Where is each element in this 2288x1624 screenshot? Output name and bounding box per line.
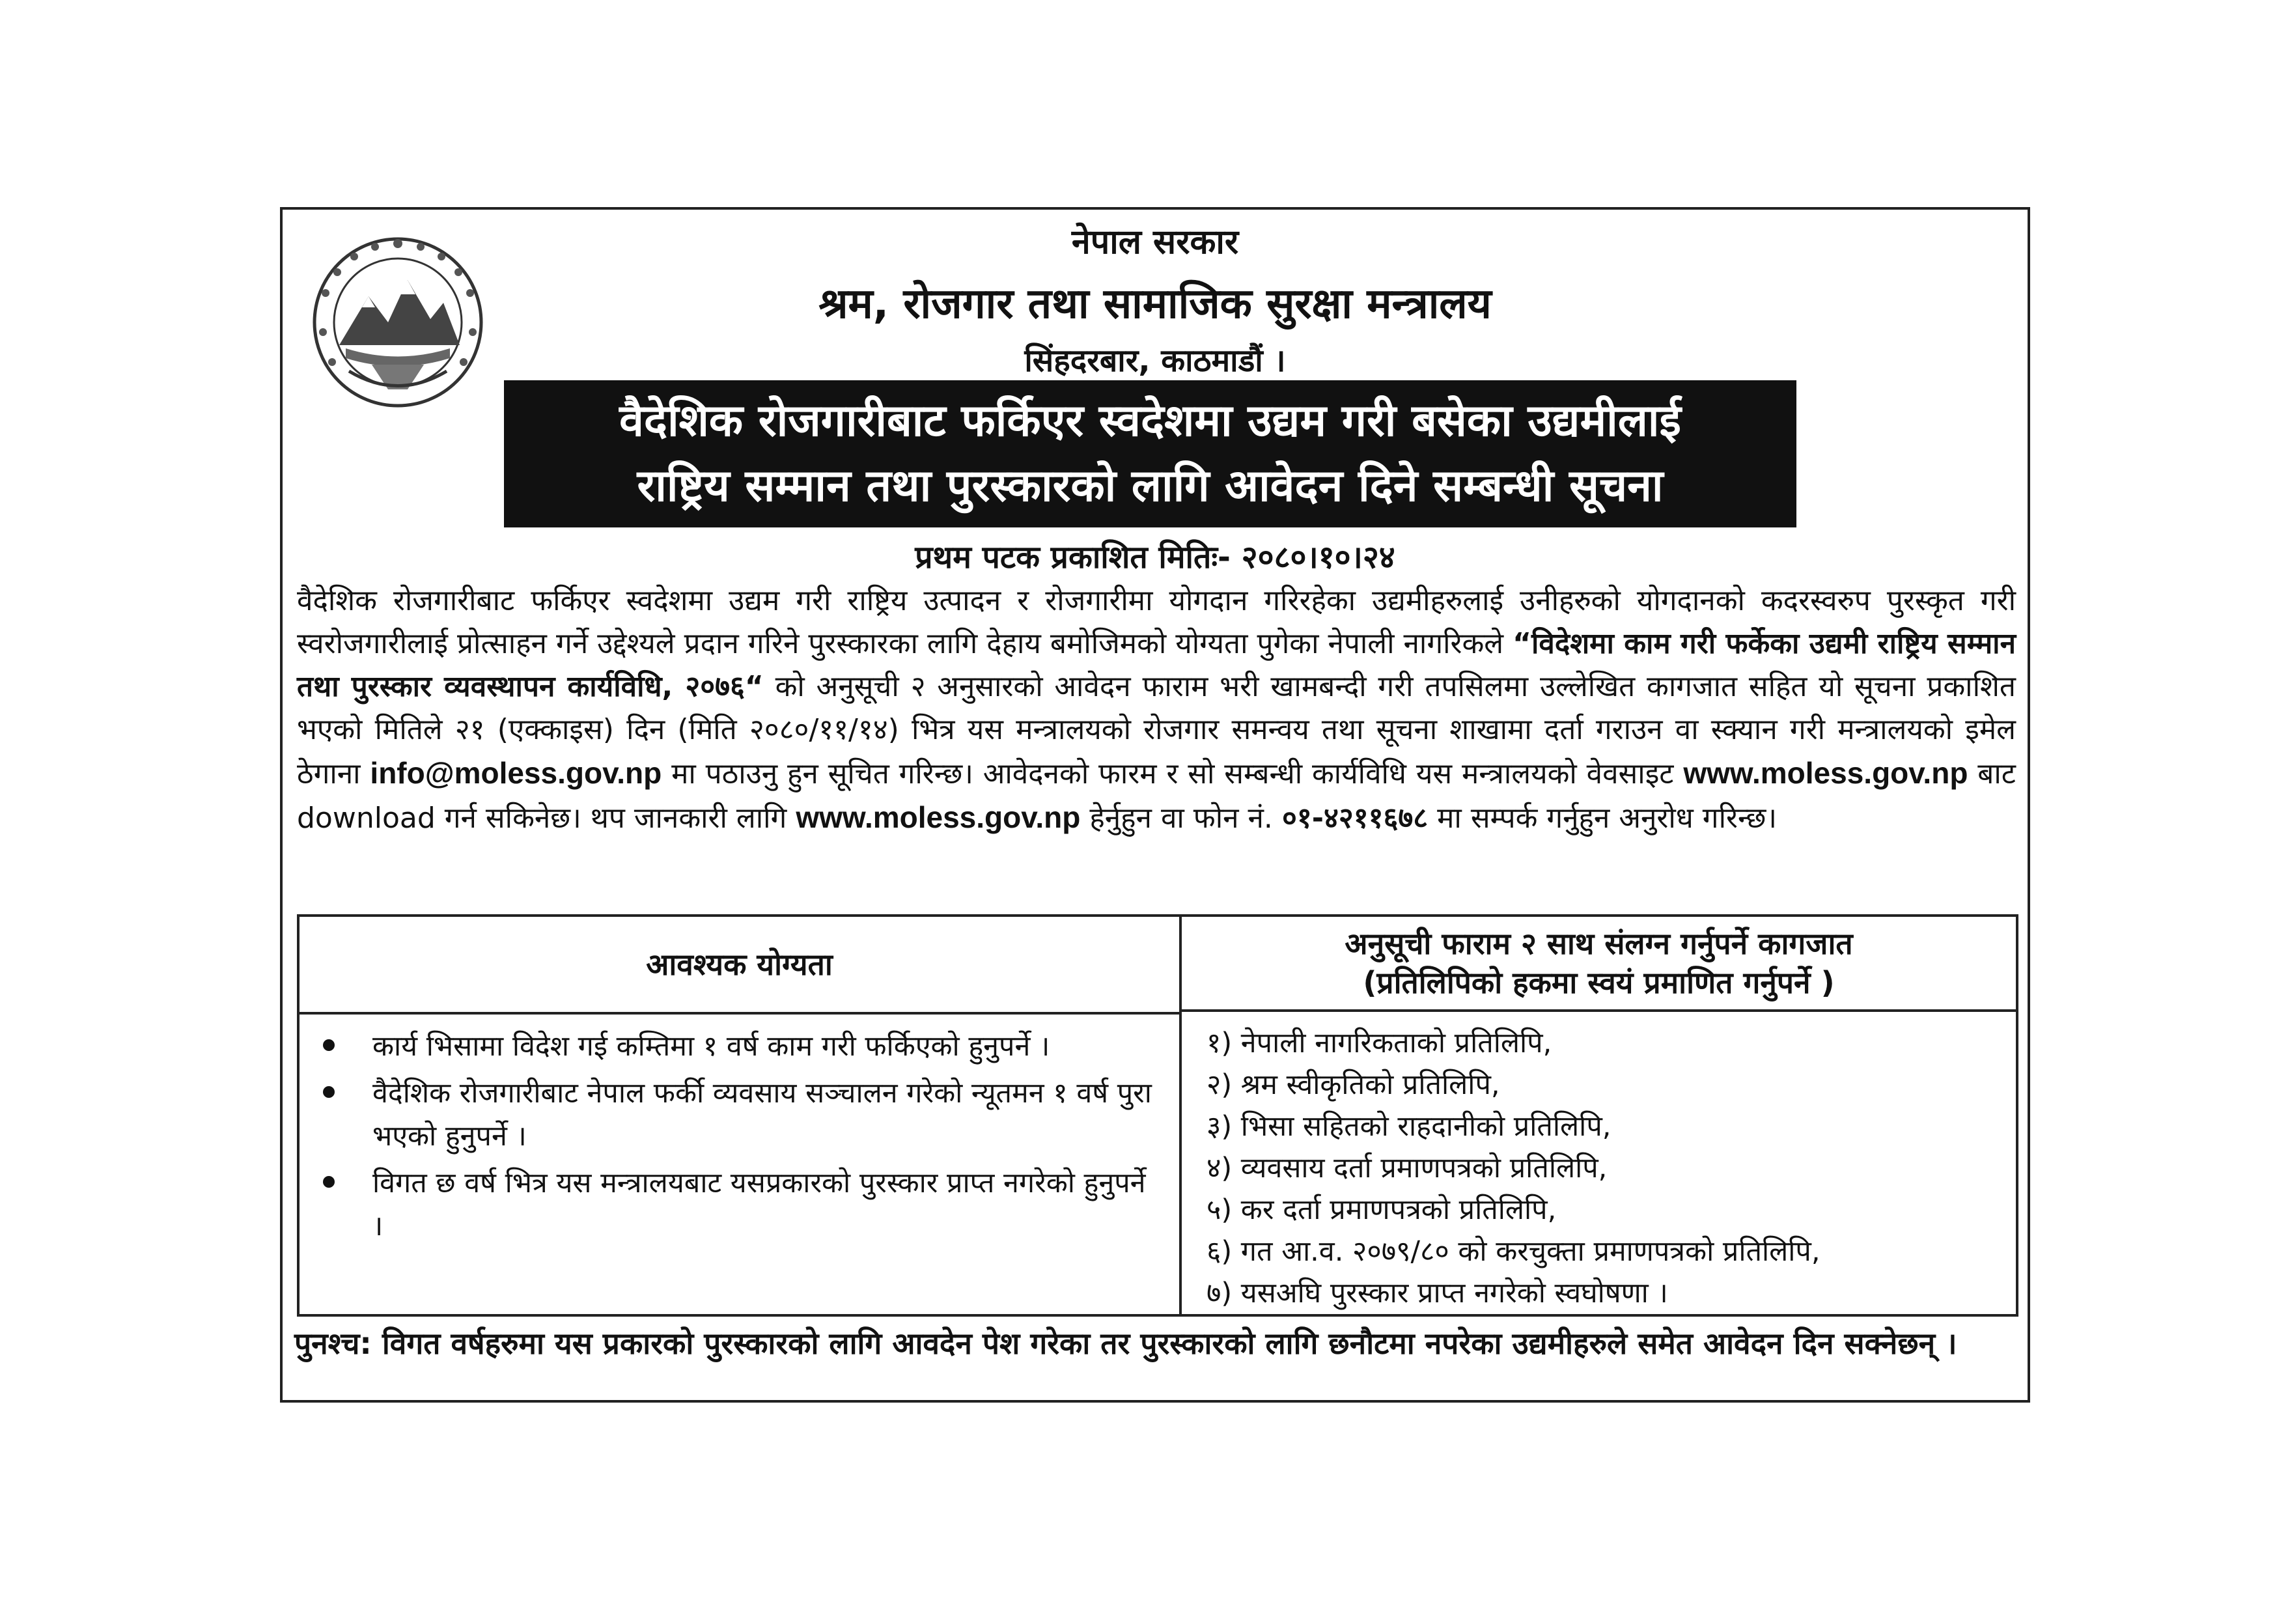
qualification-text: वैदेशिक रोजगारीबाट नेपाल फर्की व्यवसाय सञ्चालन गरेको न्यूतमन १ वर्ष पुरा भएको हुनुपर्ने । — [372, 1077, 1152, 1153]
publication-date: प्रथम पटक प्रकाशित मितिः- २०८०।१०।२४ — [915, 539, 1395, 576]
notice-frame — [280, 207, 2030, 1403]
bullet-icon — [323, 1176, 335, 1188]
qualifications-header-label: आवश्यक योग्यता — [646, 947, 833, 982]
list-item — [315, 1072, 1164, 1158]
body-text-part-5: हेर्नुहुन वा फोन नं. — [1089, 802, 1273, 835]
website-link[interactable]: www.moless.gov.np — [1683, 756, 1968, 790]
ministry-address: सिंहदरबार, काठमाडौं । — [1024, 343, 1286, 379]
body-text-part-6: मा सम्पर्क गर्नुहुन अनुरोध गरिन्छ। — [1437, 802, 1778, 835]
list-item: ५) कर दर्ता प्रमाणपत्रको प्रतिलिपि, — [1207, 1194, 1557, 1226]
body-text-part-1: वैदेशिक रोजगारीबाट फर्किएर स्वदेशमा उद्यम गरी राष्ट्रिय उत्पादन र रोजगारीमा योगदान गरिरहेका उद्यमीहरुलाई उनीहरुको योगदानको कदरस्वरुप पुरस्कृत गरी स्वरोजगारीलाई प्रोत्साहन गर्ने उद्देश्यले प्रदान गरिने पुरस्कारका लागि देहाय बमोजिमको योग्यता पुगेका नेपाली नागरिकले — [297, 584, 2016, 660]
documents-header-line-1: अनुसूची फाराम २ साथ संलग्न गर्नुपर्ने कागजात — [1345, 926, 1853, 961]
notice-title-line-1: वैदेशिक रोजगारीबाट फर्किएर स्वदेशमा उद्यम गरी बसेका उद्यमीलाई — [619, 395, 1681, 447]
qualifications-column — [300, 917, 1182, 1314]
qualifications-cell — [300, 1015, 1179, 1314]
website-link-2[interactable]: www.moless.gov.np — [796, 800, 1081, 834]
documents-column — [1182, 917, 2016, 1314]
documents-header-line-2: (प्रतिलिपिको हकमा स्वयं प्रमाणित गर्नुपर्ने ) — [1363, 965, 1835, 1000]
body-text-part-3: मा पठाउनु हुन सूचित गरिन्छ। आवेदनको फारम र सो सम्बन्धी कार्यविधि यस मन्त्रालयको वेवसाइट — [671, 757, 1674, 791]
bullet-icon — [323, 1086, 335, 1098]
bullet-icon — [323, 1039, 335, 1051]
list-item: १) नेपाली नागरिकताको प्रतिलिपि, — [1207, 1027, 1552, 1059]
notice-title-banner — [504, 380, 1796, 527]
qualification-text: कार्य भिसामा विदेश गई कम्तिमा १ वर्ष काम गरी फर्किएको हुनुपर्ने । — [372, 1030, 1050, 1063]
list-item: ४) व्यवसाय दर्ता प्रमाणपत्रको प्रतिलिपि, — [1207, 1152, 1608, 1184]
notice-body — [297, 580, 2016, 840]
list-item: ३) भिसा सहितको राहदानीको प्रतिलिपि, — [1207, 1110, 1611, 1143]
list-item: ७) यसअघि पुरस्कार प्राप्त नगरेको स्वघोषणा । — [1207, 1277, 1668, 1309]
list-item — [315, 1025, 1164, 1068]
body-text-part-2: को अनुसूची २ अनुसारको आवेदन फाराम भरी खामबन्दी गरी तपसिलमा उल्लेखित कागजात सहित यो सूचना प्रकाशित भएको मितिले २१ (एक्काइस) दिन (मिति २०८०/११/१४) भित्र यस मन्त्रालयको रोजगार समन्वय तथा सूचना शाखामा दर्ता गराउन वा स्क्यान गरी मन्त्रालयको इमेल ठेगाना — [297, 670, 2016, 791]
list-item: २) श्रम स्वीकृतिको प्रतिलिपि, — [1207, 1069, 1500, 1101]
requirements-table — [297, 914, 2018, 1317]
list-item: ६) गत आ.व. २०७९/८० को करचुक्ता प्रमाणपत्रको प्रतिलिपि, — [1207, 1235, 1821, 1268]
qualifications-list — [315, 1025, 1164, 1248]
qualification-text: विगत छ वर्ष भित्र यस मन्त्रालयबाट यसप्रकारको पुरस्कार प्राप्त नगरेको हुनुपर्ने । — [372, 1167, 1146, 1242]
email-link[interactable]: info@moless.gov.np — [370, 756, 662, 790]
notice-title-line-2: राष्ट्रिय सम्मान तथा पुरस्कारको लागि आवेदन दिने सम्बन्धी सूचना — [637, 460, 1664, 512]
government-name: नेपाल सरकार — [1071, 223, 1239, 262]
body-text-part-4: बाट download गर्न सकिनेछ। थप जानकारी लागि — [297, 757, 2016, 835]
documents-header — [1182, 917, 2016, 1012]
phone-number: ०१-४२११६७८ — [1281, 802, 1429, 835]
qualifications-header — [300, 917, 1179, 1015]
documents-list — [1197, 1022, 2000, 1314]
ministry-name: श्रम, रोजगार तथा सामाजिक सुरक्षा मन्त्रालय — [818, 280, 1492, 328]
list-item — [315, 1162, 1164, 1248]
guideline-name: “विदेशमा काम गरी फर्केका उद्यमी राष्ट्रिय सम्मान तथा पुरस्कार व्यवस्थापन कार्यविधि, २०७६“ — [297, 627, 2016, 703]
documents-cell — [1182, 1012, 2016, 1314]
postscript-note: पुनश्च: विगत वर्षहरुमा यस प्रकारको पुरस्कारको लागि आवदेन पेश गरेका तर पुरस्कारको लागि छनौटमा नपरेका उद्यमीहरुले समेत आवेदन दिन सक्नेछन् । — [294, 1326, 1957, 1361]
